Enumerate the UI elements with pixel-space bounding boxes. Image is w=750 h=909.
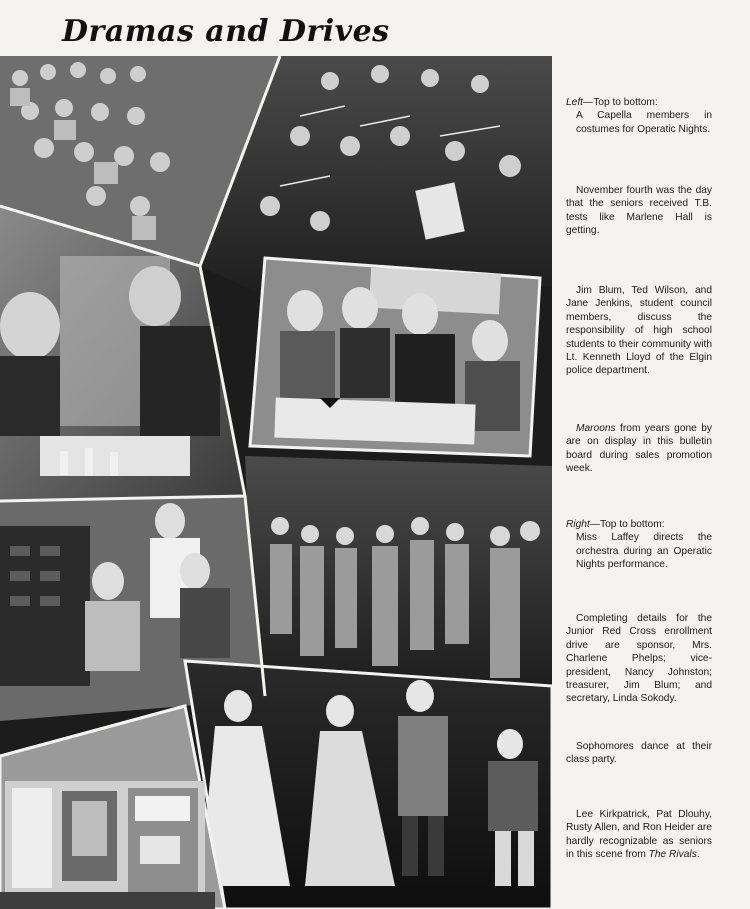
page-title: Dramas and Drives bbox=[62, 14, 390, 49]
photo-collage bbox=[0, 56, 552, 909]
caption-rivals-text: Lee Kirkpatrick, Pat Dlouhy, Rusty Allen, and Ron Heider are hardly recognizable as seniors in this scene from bbox=[566, 809, 712, 861]
caption-student-council-text: Jim Blum, Ted Wilson, and Jane Jenkins, student council members, discuss the responsibility of high school students to their community with Lt. Kenneth Lloyd of the Elgin police department. bbox=[566, 285, 712, 377]
caption-student-council bbox=[566, 284, 712, 378]
caption-miss-laffey-text: Miss Laffey directs the orchestra during an Operatic Nights performance. bbox=[576, 532, 712, 571]
caption-maroons bbox=[566, 422, 712, 476]
photo-student-council bbox=[250, 258, 540, 456]
caption-sophomores bbox=[566, 740, 712, 767]
caption-maroons-italic: Maroons bbox=[576, 423, 616, 434]
caption-red-cross bbox=[566, 612, 712, 706]
photo-the-rivals bbox=[185, 661, 552, 909]
left-heading-label: Left bbox=[566, 97, 583, 108]
caption-sophomores-text: Sophomores dance at their class party. bbox=[566, 741, 712, 766]
caption-rivals-italic: The Rivals bbox=[648, 849, 697, 861]
caption-a-capella bbox=[566, 96, 712, 136]
caption-tb-tests bbox=[566, 184, 712, 238]
caption-a-capella-text: A Capella members in costumes for Operatic Nights. bbox=[576, 110, 712, 135]
caption-red-cross-text: Completing details for the Junior Red Cross enrollment drive are sponsor, Mrs. Charlene Phelps; vice-president, Nancy Johnston; treasurer, Jim Blum; and secretary, Linda Sokody. bbox=[566, 613, 712, 705]
photo-maroons-bulletin bbox=[0, 706, 225, 909]
caption-miss-laffey bbox=[566, 518, 712, 572]
left-heading-suffix: —Top to bottom: bbox=[583, 97, 658, 108]
right-heading-label: Right bbox=[566, 519, 590, 530]
caption-rivals-end: . bbox=[696, 849, 700, 861]
right-heading-suffix: —Top to bottom: bbox=[589, 519, 665, 530]
caption-rivals bbox=[566, 808, 712, 862]
caption-maroons-rest: from years gone by are on display in this bulletin board during sales promotion week. bbox=[566, 423, 712, 475]
caption-tb-tests-text: November fourth was the day that the seniors received T.B. tests like Marlene Hall is getting. bbox=[566, 185, 712, 237]
photo-sophomore-dance bbox=[245, 456, 552, 686]
